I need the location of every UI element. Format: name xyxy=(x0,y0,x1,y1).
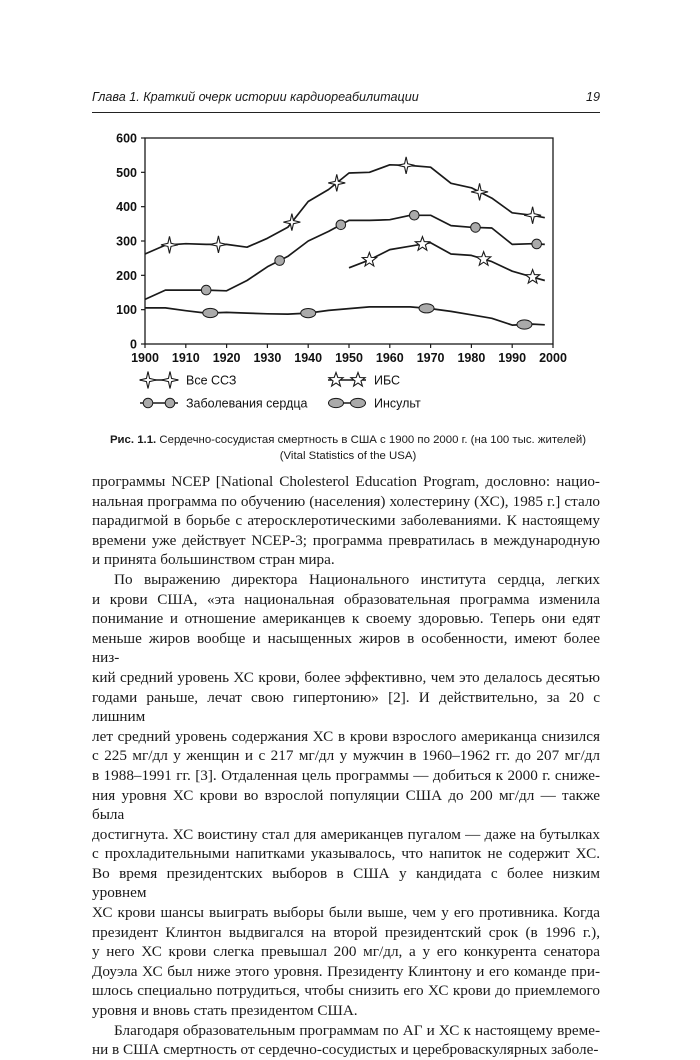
y-tick-label: 0 xyxy=(130,337,137,352)
paragraph-line: шлось специально потрудиться, чтобы снизить его ХС крови до приемлемого xyxy=(92,982,600,1000)
x-tick-label: 1900 xyxy=(131,351,159,365)
series-marker-1 xyxy=(201,285,211,295)
legend-label: Заболевания сердца xyxy=(186,396,308,411)
series-marker-3 xyxy=(419,304,434,313)
y-tick-label: 400 xyxy=(116,200,137,215)
x-tick-label: 1970 xyxy=(416,351,445,365)
series-marker-1 xyxy=(409,210,419,220)
paragraph-line: в 1988–1991 гг. [3]. Отдаленная цель программы — добиться к 2000 г. сниже- xyxy=(92,766,600,784)
paragraph-line: президент Клинтон выдвигался на второй президентский срок (в 1996 г.), xyxy=(92,923,600,941)
paragraph-line: программы NCEP [National Cholesterol Education Program, дословно: нацио- xyxy=(92,473,600,490)
x-tick-label: 1920 xyxy=(212,351,241,365)
paragraph-line: у него ХС крови слегка превышал 200 мг/дл, а у его конкурента сенатора xyxy=(92,943,600,961)
series-line-0 xyxy=(145,165,545,254)
series-marker-1 xyxy=(532,239,542,249)
series-marker-1 xyxy=(471,223,481,233)
figure-caption xyxy=(92,432,604,464)
legend-marker xyxy=(162,372,179,389)
paragraph-line: По выражению директора Национального института сердца, легких xyxy=(114,570,600,588)
figure-source: (Vital Statistics of the USA) xyxy=(279,450,417,462)
paragraph-line: с 225 мг/дл у женщин и с 217 мг/дл у мужчин в 1960–1962 гг. до 207 мг/дл xyxy=(92,747,600,765)
paragraph-line: с прохладительными напитками указывалось, что напиток не содержит ХС. xyxy=(92,845,600,863)
y-tick-label: 200 xyxy=(116,268,137,283)
figure-caption-text: Сердечно-сосудистая смертность в США с 1900 по 2000 г. (на 100 тыс. жителей) xyxy=(156,434,587,446)
series-marker-2 xyxy=(362,252,376,266)
paragraph-line: кий средний уровень ХС крови, более эффективно, чем это делалось десятью xyxy=(92,668,600,686)
series-line-2 xyxy=(349,243,545,281)
legend-label: Инсульт xyxy=(374,396,421,411)
series-marker-2 xyxy=(525,270,539,284)
series-marker-3 xyxy=(203,308,218,317)
paragraph-line: и принята большинством стран мира. xyxy=(92,551,335,569)
running-title: Глава 1. Краткий очерк истории кардиореабилитации xyxy=(92,90,419,104)
paragraph-line: парадигмой в борьбе с атеросклеротическими заболеваниями. К настоящему xyxy=(92,512,600,530)
legend-marker xyxy=(165,398,175,408)
legend-marker xyxy=(143,398,153,408)
figure-label: Рис. 1.1. xyxy=(109,434,157,446)
series-marker-0 xyxy=(398,157,415,174)
running-header xyxy=(92,86,600,113)
legend-marker xyxy=(351,373,365,387)
series-marker-0 xyxy=(210,236,227,253)
x-tick-label: 1990 xyxy=(498,351,527,365)
paragraph xyxy=(92,472,600,570)
x-tick-label: 1930 xyxy=(253,351,282,365)
paragraph-line: понимание и отношение американцев к своему здоровью. Теперь они едят xyxy=(92,610,600,628)
paragraph-line: лет средний уровень содержания ХС в крови взрослого американца снизился xyxy=(92,727,600,745)
paragraph xyxy=(92,1021,600,1060)
paragraph-line: ХС крови шансы выиграть выборы были выше, чем у его противника. Когда xyxy=(92,904,600,922)
legend-marker xyxy=(140,372,157,389)
series-marker-0 xyxy=(471,183,488,200)
paragraph-line: Доуэла ХС был ниже этого уровня. Президенту Клинтону и его команде при- xyxy=(92,962,600,980)
x-tick-label: 1950 xyxy=(335,351,363,365)
y-tick-label: 500 xyxy=(116,165,137,180)
paragraph-line: Во время президентских выборов в США у кандидата с более низким уровнем xyxy=(92,864,600,902)
series-marker-0 xyxy=(328,174,345,191)
paragraph-line: Благодаря образовательным программам по АГ и ХС к настоящему време- xyxy=(114,1021,600,1039)
x-tick-label: 1910 xyxy=(171,351,200,365)
legend-label: ИБС xyxy=(374,373,401,388)
paragraph-line: и крови США, «эта национальная образовательная программа изменила xyxy=(92,590,600,608)
legend-label: Все ССЗ xyxy=(186,373,237,388)
y-tick-label: 300 xyxy=(116,234,137,249)
mortality-chart xyxy=(100,124,580,424)
x-tick-label: 1980 xyxy=(457,351,486,365)
x-tick-label: 2000 xyxy=(539,351,567,365)
series-marker-1 xyxy=(275,256,285,266)
y-tick-label: 600 xyxy=(116,131,137,146)
y-tick-label: 100 xyxy=(116,303,137,318)
page-number: 19 xyxy=(585,90,600,104)
series-marker-0 xyxy=(161,236,178,253)
paragraph-line: времени уже действует NCEP-3; программа превратилась в международную xyxy=(92,531,600,549)
paragraph-line: нальная программа по обучению (населения) холестерину (ХС), 1985 г.] стало xyxy=(92,492,600,510)
series-marker-1 xyxy=(336,220,346,230)
paragraph xyxy=(92,570,600,1021)
paragraph-line: уровня и вновь стать президентом США. xyxy=(92,1002,358,1020)
series-marker-3 xyxy=(517,320,532,329)
body-text xyxy=(92,472,600,1060)
paragraph-line: меньше жиров вообще и насыщенных жиров в особенности, имеют более низ- xyxy=(92,629,600,667)
paragraph-line: достигнута. ХС воистину стал для американцев пугалом — даже на бутылках xyxy=(92,825,600,843)
legend-marker xyxy=(329,373,343,387)
legend-marker xyxy=(351,398,366,407)
series-marker-2 xyxy=(477,252,491,266)
series-marker-3 xyxy=(301,309,316,318)
paragraph-line: ния уровня ХС крови во взрослой популяции США до 200 мг/дл — также была xyxy=(92,786,600,824)
paragraph-line: ни в США смертность от сердечно-сосудистых и цереброваскулярных заболе- xyxy=(92,1041,599,1059)
series-marker-2 xyxy=(415,237,429,251)
paragraph-line: годами раньше, лечат свою гипертонию» [2]. И действительно, за 20 с лишним xyxy=(92,688,600,726)
legend-marker xyxy=(329,398,344,407)
x-tick-label: 1940 xyxy=(294,351,323,365)
series-marker-0 xyxy=(524,207,541,224)
x-tick-label: 1960 xyxy=(375,351,404,365)
